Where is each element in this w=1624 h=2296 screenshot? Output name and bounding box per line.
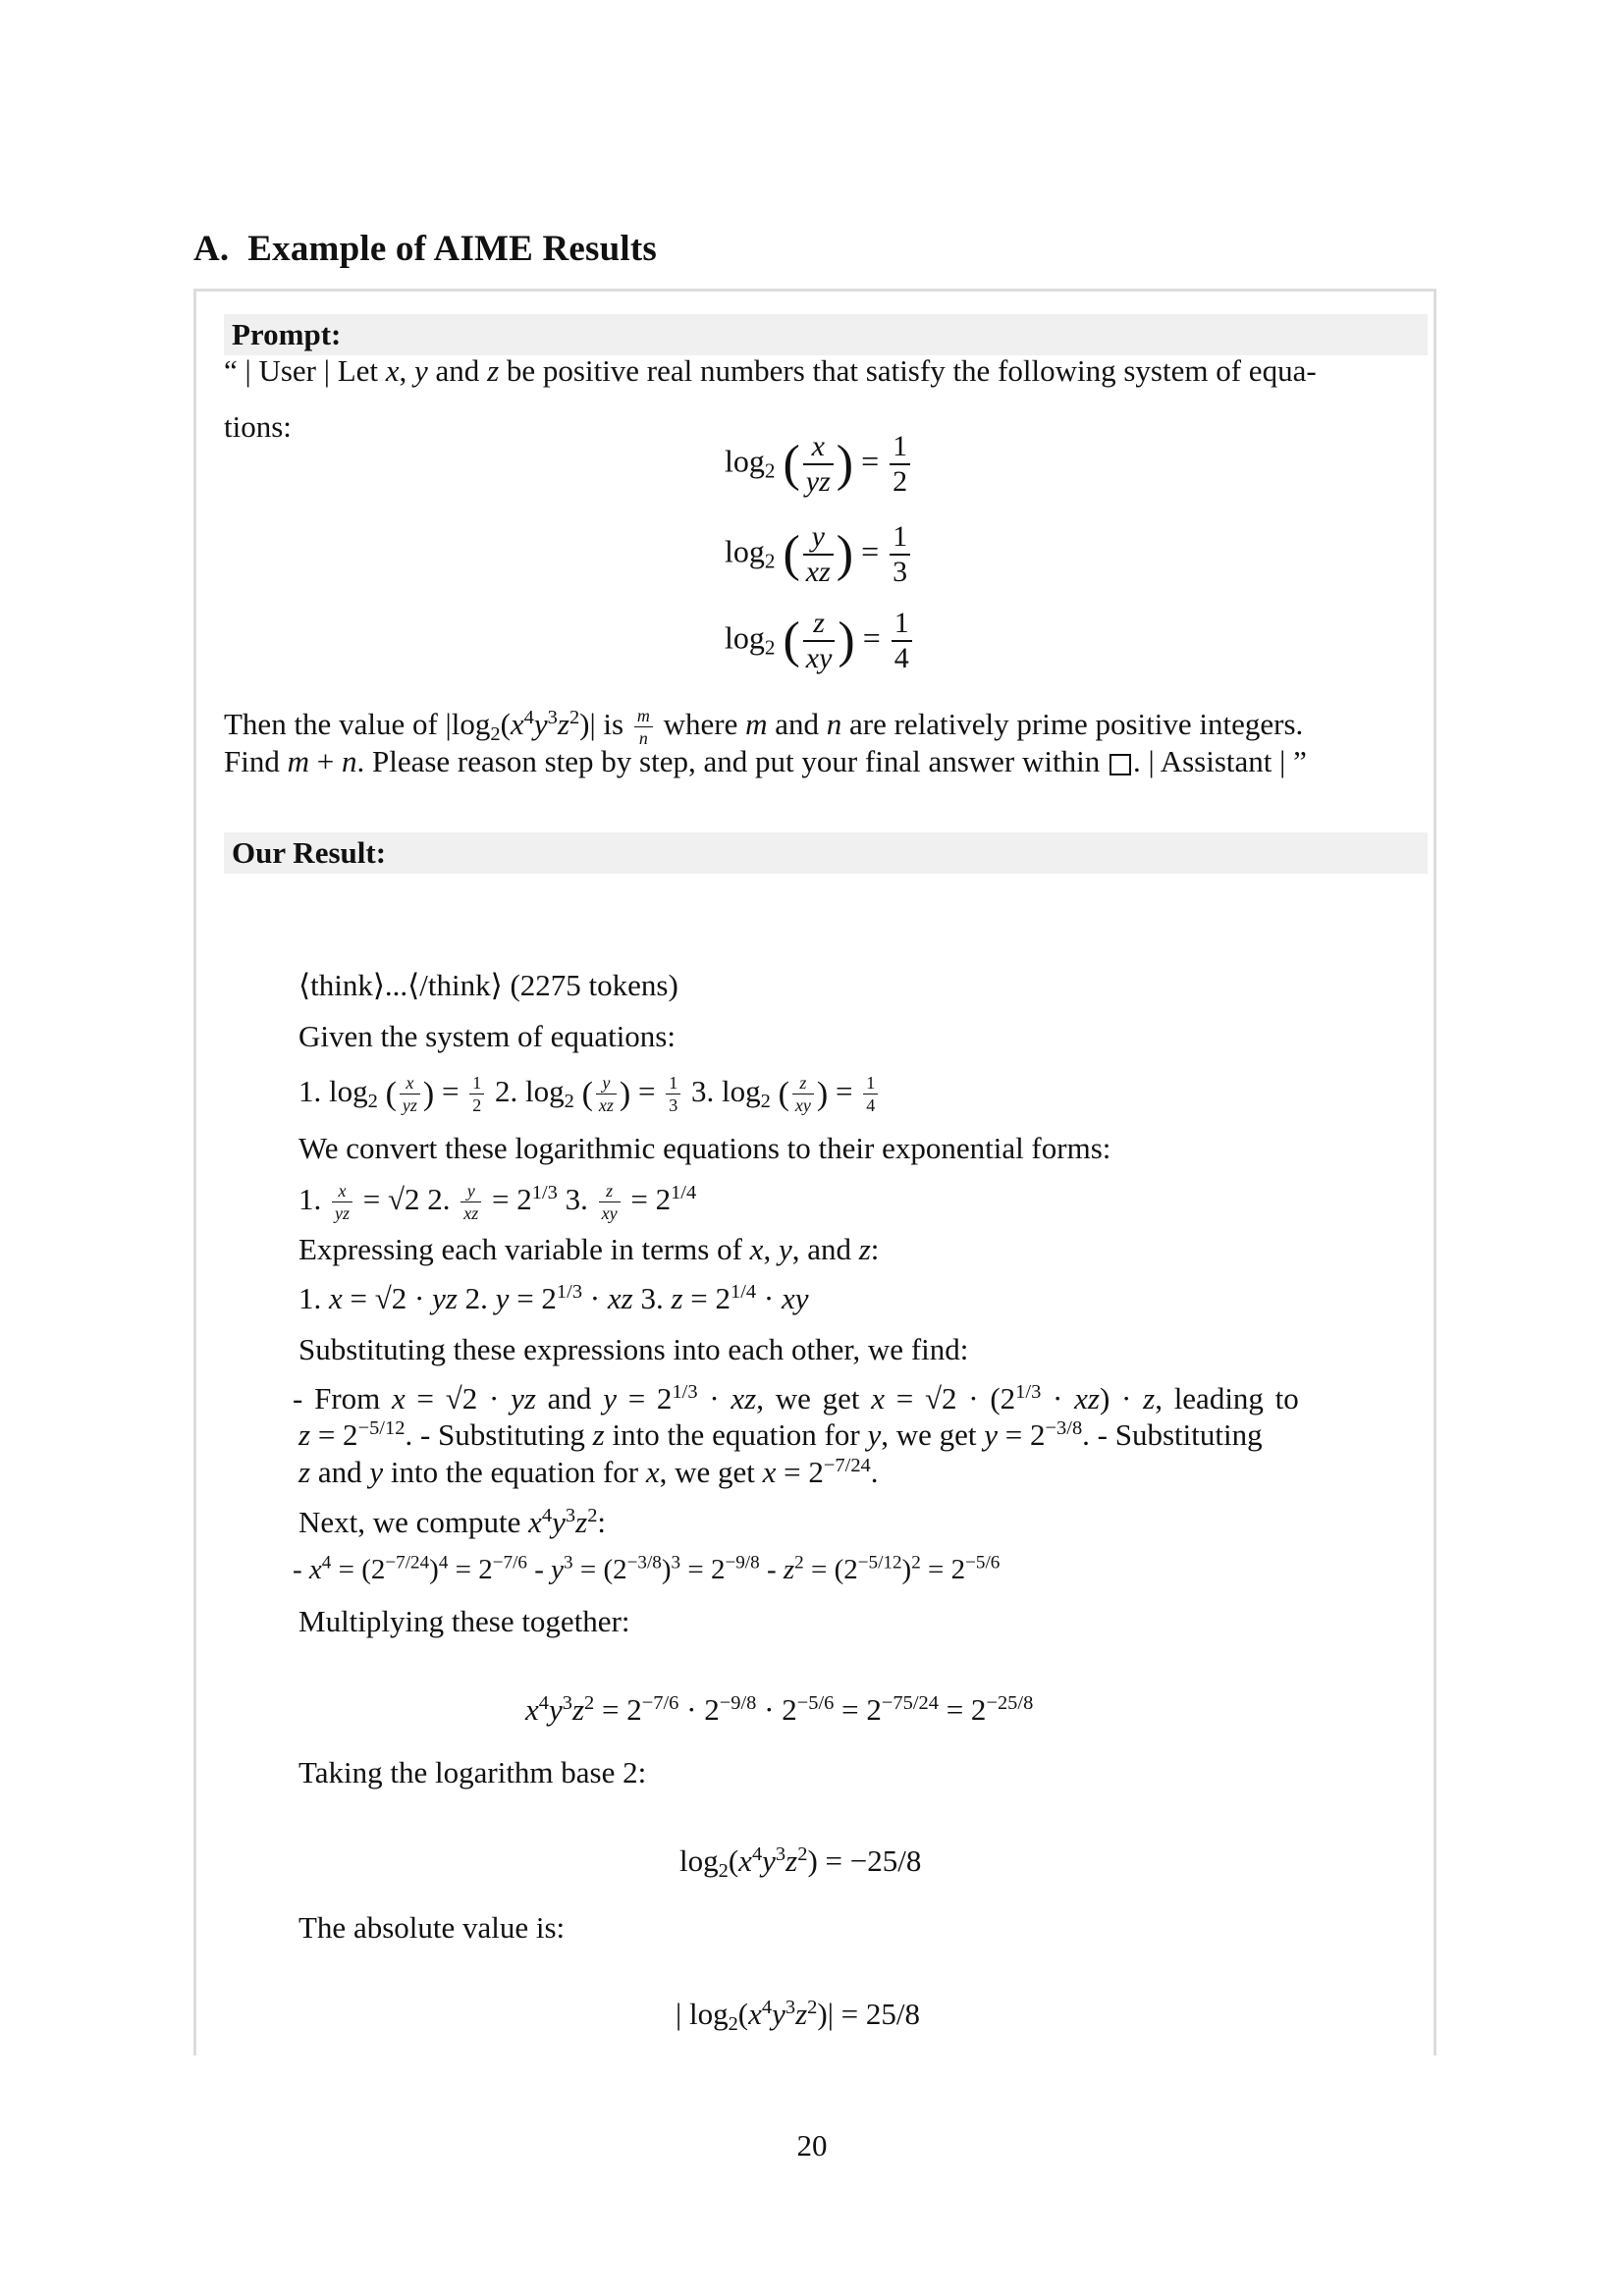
given-text: Given the system of equations: [298, 1019, 676, 1053]
log-result: $\log_2(x^4y^3z^2) = -25/8$ [679, 1842, 922, 1883]
exponential-forms: 1. $\frac{x}{yz}$ = √2 2. $\frac{y}{xz}$ = $2^{1/3}$ 3. $\frac{z}{xy}$ = $2^{1/4}$ [298, 1181, 697, 1224]
product-equation: $x^4y^3z^2 = 2^{-7/6} \cdot 2^{-9/8} \cdot 2^{-5/6} = 2^{-75/24} = 2^{-25/8}$ [525, 1691, 1034, 1727]
equation-1: $\log_2$ ( $\frac{x}{yz}$ ) = $\frac{1}{2}$ [725, 432, 913, 497]
substituting-text: Substituting these expressions into each other, we find: [298, 1332, 969, 1366]
substitution-line-2: $z = 2^{-5/12}$. - Substituting z into the equation for y, we get $y = 2^{-3/8}$. - Substituting [298, 1416, 1263, 1452]
substitution-line-3: z and y into the equation for x, we get $x = 2^{-7/24}$. [298, 1454, 879, 1489]
abs-result: | $\log_2(x^4y^3z^2)| = 25/8$ [676, 1996, 921, 2036]
prompt-intro-cont: tions: [224, 409, 292, 444]
equation-2: $\log_2$ ( $\frac{y}{xz}$ ) = $\frac{1}{3}$ [725, 522, 913, 587]
given-equations: 1. $\log_2$ ( $\frac{x}{yz}$ ) = $\frac{1}{2}$ 2. $\log_2$ ( $\frac{y}{xz}$ ) = $\frac{1}{3}$ 3. $\log_2$ ( $\frac{z}{xy}$ ) = $\frac{1}{4}$ [298, 1072, 881, 1114]
prompt-intro: “ | User | Let x, y and z be positive real numbers that satisfy the following system of equa- [224, 353, 1317, 388]
convert-text: We convert these logarithmic equations to their exponential forms: [298, 1131, 1111, 1165]
think-tokens: ⟨think⟩...⟨/think⟩ (2275 tokens) [298, 968, 678, 1002]
powers-line: - $x^4 = (2^{-7/24})^4 = 2^{-7/6} - y^3 = (2^{-3/8})^3 = 2^{-9/8} - z^2 = (2^{-5/12})^2 = 2^{-5/6}$ [293, 1552, 1001, 1585]
absolute-text: The absolute value is: [298, 1910, 566, 1945]
taking-log-text: Taking the logarithm base 2: [298, 1755, 647, 1789]
prompt-closing-1: Then the value of $|\log_2(x^4y^3z^2)|$ is $\frac{m}{n}$ where m and n are relatively prime positive integers. [224, 706, 1304, 749]
next-text: Next, we compute $x^4y^3z^2$: [298, 1504, 607, 1539]
multiplying-text: Multiplying these together: [298, 1604, 630, 1638]
equation-3: $\log_2$ ( $\frac{z}{xy}$ ) = $\frac{1}{4}$ [725, 609, 915, 673]
expressing-text: Expressing each variable in terms of x, y, and z: [298, 1232, 880, 1266]
variable-expressions: 1. x = √2 · yz 2. $y = 2^{1/3}$ · xz 3. $z = 2^{1/4}$ · xy [298, 1280, 809, 1315]
result-header: Our Result: [224, 832, 1428, 874]
section-title: A. Example of AIME Results [193, 229, 658, 269]
page-number: 20 [796, 2128, 828, 2163]
answer-box-icon [1110, 754, 1131, 775]
prompt-header: Prompt: [224, 314, 1428, 355]
prompt-closing-2: Find m + n. Please reason step by step, and put your final answer within . | Assistant | ” [224, 744, 1307, 778]
substitution-line-1: - From x = √2 · yz and $y = 2^{1/3}$ · xz, we get $x = √2 \cdot (2^{1/3} \cdot xz) \cdot z$, leading to [293, 1380, 1299, 1415]
